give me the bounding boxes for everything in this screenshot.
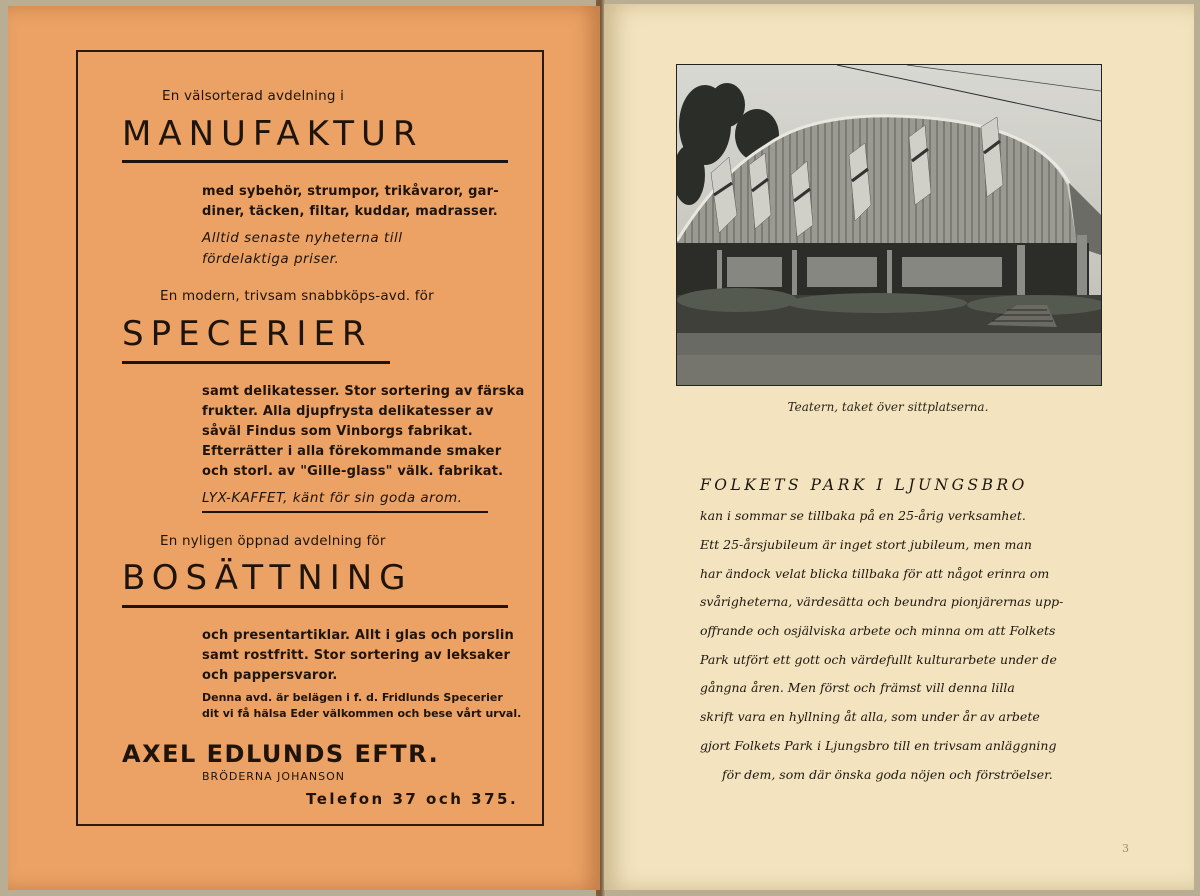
specerier-heading: SPECERIER [122,314,373,354]
specerier-rule [122,361,390,364]
specerier-body-line-4: Efterrätter i alla förekommande smaker [202,444,502,459]
specerier-body-line-2: frukter. Alla djupfrysta delikatesser av [202,404,494,419]
article-line-4: svårigheterna, värdesätta och beundra pionjärernas upp- [700,594,1064,609]
bosattning-intro: En nyligen öppnad avdelning för [160,533,386,549]
manufaktur-italic-line-1: Alltid senaste nyheterna till [202,230,403,246]
lyx-kaffet-line: LYX-KAFFET, känt för sin goda arom. [202,490,463,506]
manufaktur-intro: En välsorterad avdelning i [162,88,345,104]
bosattning-body-line-2: samt rostfritt. Stor sortering av leksaker [202,648,511,663]
manufaktur-body-line-1: med sybehör, strumpor, trikåvaror, gar- [202,184,499,199]
article-line-8: skrift vara en hyllning åt alla, som under år av arbete [700,709,1040,724]
bosattning-body-line-3: och pappersvaror. [202,668,338,683]
page-number: 3 [1122,842,1129,855]
bosattning-note-line-2: dit vi få hälsa Eder välkommen och bese vårt urval. [202,707,522,720]
bosattning-note-line-1: Denna avd. är belägen i f. d. Fridlunds Specerier [202,691,503,704]
article-line-6: Park utfört ett gott och värdefullt kulturarbete under de [700,652,1057,667]
manufaktur-rule [122,160,508,163]
manufaktur-italic-line-2: fördelaktiga priser. [202,251,340,267]
photo-caption: Teatern, taket över sittplatserna. [787,400,989,414]
firm-owners: BRÖDERNA JOHANSON [202,770,345,783]
firm-name: AXEL EDLUNDS EFTR. [122,740,440,768]
article-line-10: för dem, som där önska goda nöjen och förströelser. [722,767,1053,782]
specerier-body-line-1: samt delikatesser. Stor sortering av färska [202,384,525,399]
specerier-intro: En modern, trivsam snabbköps-avd. för [160,288,434,304]
manufaktur-body-line-2: diner, täcken, filtar, kuddar, madrasser. [202,204,498,219]
article-line-9: gjort Folkets Park i Ljungsbro till en trivsam anläggning [700,738,1057,753]
lyx-kaffet-underline [202,511,488,513]
theatre-photo [676,64,1102,386]
article-line-7: gångna åren. Men först och främst vill denna lilla [700,680,1015,695]
article-title: FOLKETS PARK I LJUNGSBRO [700,476,1028,494]
theatre-building-illustration [677,65,1101,385]
bosattning-heading: BOSÄTTNING [122,558,413,598]
article-line-1: kan i sommar se tillbaka på en 25-årig verksamhet. [700,508,1026,523]
specerier-body-line-5: och storl. av "Gille-glass" välk. fabrikat. [202,464,504,479]
specerier-body-line-3: såväl Findus som Vinborgs fabrikat. [202,424,473,439]
bosattning-rule [122,605,508,608]
article-line-2: Ett 25-årsjubileum är inget stort jubileum, men man [700,537,1032,552]
bosattning-body-line-1: och presentartiklar. Allt i glas och porslin [202,628,514,643]
firm-phone: Telefon 37 och 375. [306,790,519,808]
article-line-5: offrande och osjälviska arbete och minna om att Folkets [700,623,1056,638]
article-line-3: har ändock velat blicka tillbaka för att något erinra om [700,566,1050,581]
manufaktur-heading: MANUFAKTUR [122,114,424,154]
